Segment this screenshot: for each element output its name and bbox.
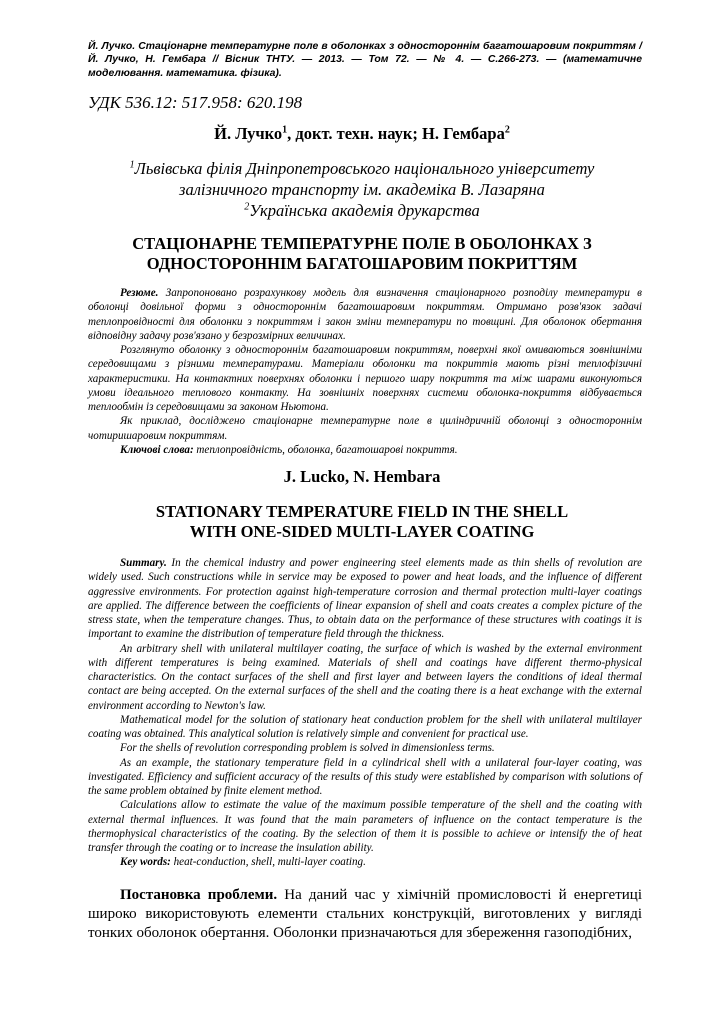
abstract-ukrainian-paragraph: Розглянуто оболонку з одностороннім багатошаровим покриттям, поверхні якої омиваються зовнішніми середовищами з різними температурами. Матеріали оболонки та покриттів мають різні теплофізичні характеристики. На контактних поверхнях оболонки і першого шару покриття та між шарами виконуються умови ідеального теплового контакту. На зовнішніх поверхнях системи оболонка-покриття відбувається теплообмін із середовищами за законом Ньютона. [88, 344, 642, 413]
affiliation-1-mark: 1 [129, 159, 135, 171]
affiliations [60, 158, 664, 221]
affiliation-line-1: $^1$Львівська філія Дніпропетровського національного університету [129, 159, 595, 178]
title-english-line-1: STATIONARY TEMPERATURE FIELD IN THE SHELL [155, 502, 569, 521]
authors-ukrainian [0, 124, 724, 144]
affiliation-2-mark: 2 [244, 201, 250, 213]
affiliation-line-3: $^2$Українська академія друкарства [244, 201, 480, 220]
abstract-label: Резюме. [120, 287, 159, 299]
summary-paragraph: As an example, the stationary temperature field in a cylindrical shell with a unilateral four-layer coating, was investigated. Efficiency and sufficient accuracy of the results of this study were established by comparison with solutions of the same problem obtained by finite element method. [88, 756, 642, 797]
title-english-line-2: WITH ONE-SIDED MULTI-LAYER COATING [189, 522, 535, 541]
summary-paragraph: An arbitrary shell with unilateral multilayer coating, the surface of which is washed by the external environment with different temperatures is being examined. Materials of shell and coatings have different thermo-physical characteristics. On the contact surfaces of the shell and first layer and between layers the conditions of ideal thermal contact are being accepted. On the external surfaces of the shell and the coating there is a heat exchange with the external environment according to Newton's law. [88, 642, 642, 712]
title-ukrainian-line-2: ОДНОСТОРОННІМ БАГАТОШАРОВИМ ПОКРИТТЯМ [146, 254, 578, 273]
summary-paragraph: Summary. In the chemical industry and power engineering steel elements made as thin shells of revolution are widely used. Such constructions while in service may be exposed to power and heat loads, and the influence of different aggressive environments. For protection against high-temperature corrosion and thermal protection multi-layer coatings are applied. The difference between the coefficients of linear expansion of shell and coats creates a complex picture of the stress state, when the temperature changes. Thus, to obtain data on the performance of these structures with coatings it is important to examine the distribution of temperature field through the thickness. [88, 557, 642, 641]
title-ukrainian-line-1: СТАЦІОНАРНЕ ТЕМПЕРАТУРНЕ ПОЛЕ В ОБОЛОНКАХ З [132, 234, 592, 253]
keywords-english: Key words: heat-conduction, shell, multi-layer coating. [120, 856, 366, 869]
citation: Й. Лучко. Стаціонарне температурне поле в оболонках з одностороннім багатошаровим покриттям / Й. Лучко, Н. Гембара // Вісник ТНТУ. — 2013. — Том 72. — № 4. — С.266-273. — (математичне моделювання. математика. фізика). [88, 41, 642, 79]
abstract-ukrainian-paragraph: Як приклад, досліджено стаціонарне температурне поле в циліндричній оболонці з одностороннім чотиришаровим покриттям. [88, 415, 642, 442]
keywords-english-label: Key words: [120, 856, 171, 869]
summary-paragraph: For the shells of revolution corresponding problem is solved in dimensionless terms. [120, 742, 495, 755]
keywords-label: Ключові слова: [120, 443, 194, 456]
affiliation-line-2: залізничного транспорту ім. академіка В. Лазаряна [179, 180, 545, 199]
author-2-mark: 2 [504, 124, 510, 136]
author-1-mark: 1 [282, 124, 288, 136]
body-paragraph: Постановка проблеми. На даний час у хімічній промисловості й енергетиці широко використовують елементи стальних конструкцій, виготовлених у вигляді тонких оболонок обертання. Оболонки призначаються для збереження газоподібних, [88, 887, 642, 941]
abstract-ukrainian-paragraph: Резюме. Запропоновано розрахункову модель для визначення стаціонарного розподілу температури в оболонці довільної форми з одностороннім багатошаровим покриттям. Отримано розв'язок задачі теплопровідності для оболонки з покриттям і закон зміни температури по товщині. Для оболонок обертання відповідну задачу розв'язано у безрозмірних величинах. [88, 287, 642, 342]
udk-code: УДК 536.12: 517.958: 620.198 [88, 93, 303, 112]
abstract-english [88, 556, 642, 870]
author-1: Й. Лучко [214, 124, 283, 143]
section-heading: Постановка проблеми. [120, 887, 278, 903]
summary-label: Summary. [120, 557, 167, 569]
summary-paragraph: Mathematical model for the solution of stationary heat conduction problem for the shell with unilateral multilayer coating was obtained. This analytical solution is relatively simple and convenient for practical use. [88, 713, 642, 740]
author-2: Н. Гембара [422, 124, 505, 143]
title-ukrainian [60, 234, 664, 274]
authors-english: J. Lucko, N. Hembara [283, 467, 441, 486]
author-degree: , докт. техн. наук; [287, 124, 423, 143]
summary-paragraph: Calculations allow to estimate the value of the maximum possible temperature of the shell and the coating with external thermal influences. It was found that the main parameters of influence on the contact temperature is the thermophysical characteristics of the coating. By the selection of them it is possible to achieve or intensify the of heat transfer through the coating or to increase the insulation ability. [88, 799, 642, 854]
abstract-ukrainian [88, 286, 642, 457]
title-english [60, 502, 664, 542]
keywords-ukrainian: Ключові слова: теплопровідність, оболонка, багатошарові покриття. [120, 443, 458, 456]
